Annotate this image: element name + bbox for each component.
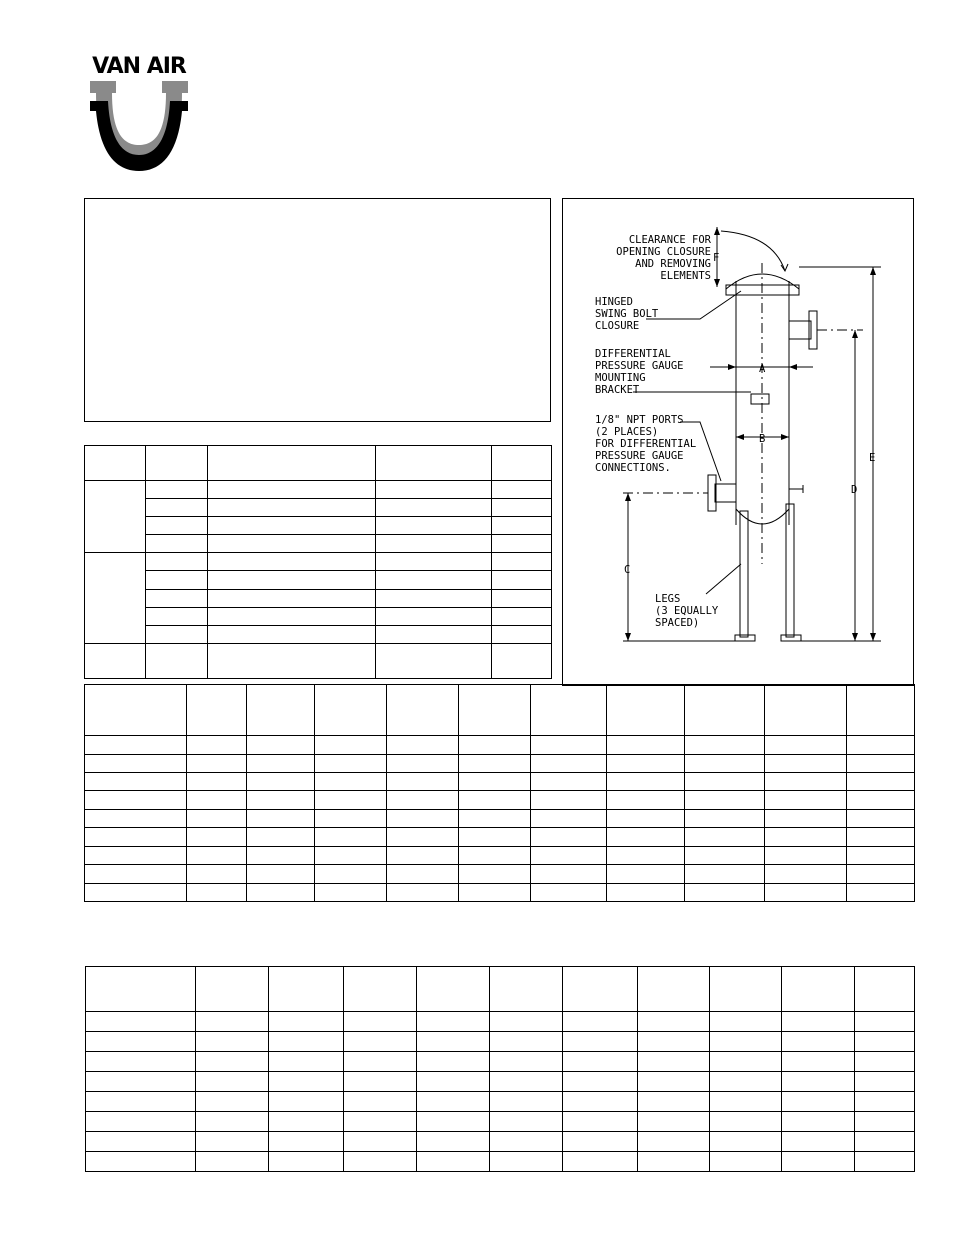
dim-b-label: B: [759, 433, 766, 445]
dim-a-label: A: [759, 363, 766, 375]
table-row: [85, 446, 552, 481]
dim-e-label: E: [869, 452, 876, 464]
table-row: [85, 481, 552, 499]
gauge-bracket-label-4: BRACKET: [595, 384, 640, 396]
dimensions-table-1: [84, 684, 915, 902]
table-row: [86, 1051, 915, 1071]
table-row: [85, 773, 915, 791]
table-row: [86, 1011, 915, 1031]
logo-v-mark-icon: [86, 81, 192, 171]
table-row: [86, 1111, 915, 1131]
table-row: [85, 846, 915, 864]
table-row: [85, 607, 552, 625]
housing-drawing: [563, 199, 912, 684]
dimensions-table-2: [85, 966, 915, 1172]
logo-wordmark: VAN AIR: [92, 54, 186, 79]
table-row: [86, 1151, 915, 1171]
table-row: [85, 643, 552, 678]
npt-ports-label-1: 1/8" NPT PORTS: [595, 414, 684, 426]
gauge-bracket-label-2: PRESSURE GAUGE: [595, 360, 684, 372]
dim-c-label: C: [624, 564, 631, 576]
hinged-label-1: HINGED: [595, 296, 633, 308]
npt-ports-label-3: FOR DIFFERENTIAL: [595, 438, 697, 450]
table-row: [85, 883, 915, 901]
table-row: [85, 828, 915, 846]
table-row: [85, 553, 552, 571]
table-row: [85, 625, 552, 643]
table-header-row: [86, 967, 915, 1012]
van-air-logo: [84, 55, 194, 171]
table-row: [85, 589, 552, 607]
gauge-bracket-label-1: DIFFERENTIAL: [595, 348, 671, 360]
table-row: [85, 791, 915, 809]
clearance-label-3: AND REMOVING: [635, 258, 711, 270]
element-table: [84, 445, 552, 679]
table-row: [86, 1131, 915, 1151]
table-row: [85, 499, 552, 517]
table-row: [85, 809, 915, 827]
table-row: [85, 736, 915, 754]
table-row: [85, 754, 915, 772]
legs-label-1: LEGS: [655, 593, 681, 605]
table-header-row: [85, 685, 915, 736]
table-row: [85, 535, 552, 553]
dim-d-label: D: [851, 484, 858, 496]
clearance-label-1: CLEARANCE FOR: [628, 234, 711, 246]
table-row: [86, 1031, 915, 1051]
table-row: [85, 571, 552, 589]
npt-ports-label-4: PRESSURE GAUGE: [595, 450, 684, 462]
description-box: [84, 198, 551, 422]
table-row: [86, 1091, 915, 1111]
filter-housing-diagram: [562, 198, 914, 686]
legs-label-2: (3 EQUALLY: [655, 605, 719, 617]
table-row: [86, 1071, 915, 1091]
hinged-label-2: SWING BOLT: [595, 308, 659, 320]
dim-f-label: F: [713, 252, 720, 264]
npt-ports-label-2: (2 PLACES): [595, 426, 659, 438]
hinged-label-3: CLOSURE: [595, 320, 640, 332]
table-row: [85, 865, 915, 883]
gauge-bracket-label-3: MOUNTING: [595, 372, 646, 384]
clearance-label-2: OPENING CLOSURE: [616, 246, 711, 258]
table-row: [85, 517, 552, 535]
legs-label-3: SPACED): [655, 617, 700, 629]
npt-ports-label-5: CONNECTIONS.: [595, 462, 671, 474]
clearance-label-4: ELEMENTS: [660, 270, 711, 282]
